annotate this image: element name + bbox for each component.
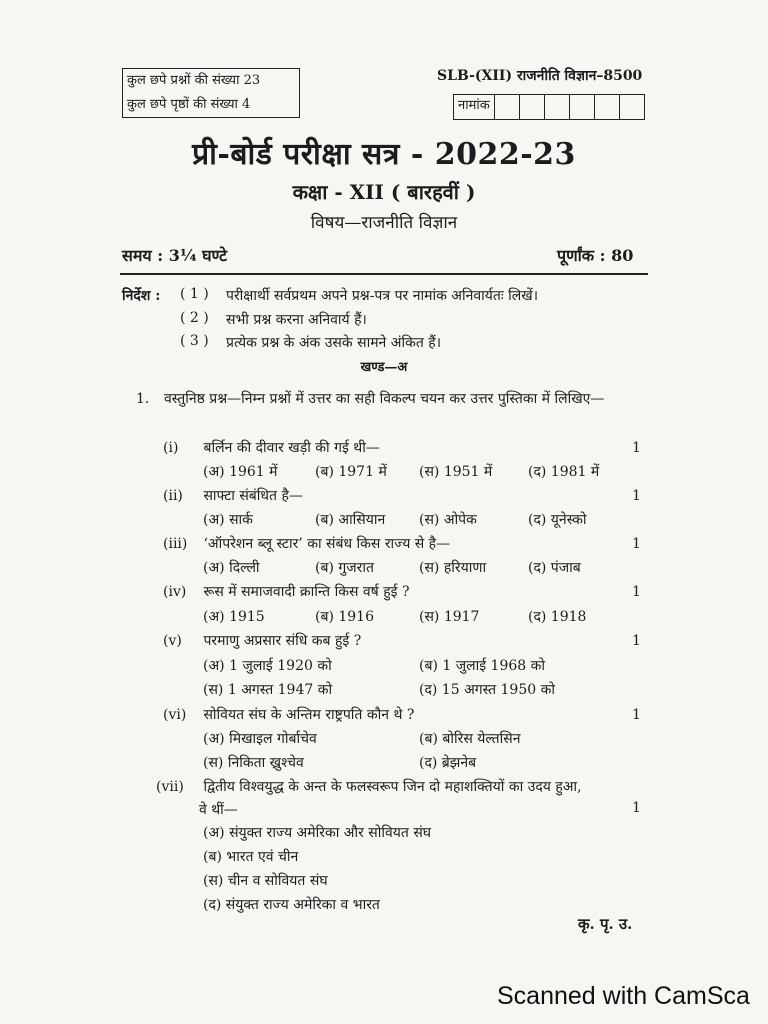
subquestion-number: (vii) [156, 779, 184, 795]
subquestion-number: (i) [163, 440, 179, 456]
option: (ब) गुजरात [315, 560, 374, 576]
total-questions-text: कुल छपे प्रश्नों की संख्या 23 [127, 73, 261, 88]
option: (द) 1981 में [528, 464, 600, 480]
roll-number-cell [520, 95, 545, 119]
question-text: वस्तुनिष्ठ प्रश्न—निम्न प्रश्नों में उत्तर का सही विकल्प चयन कर उत्तर पुस्तिका में लिखिए— [164, 391, 605, 407]
roll-number-cell [545, 95, 570, 119]
option: (द) यूनेस्को [528, 512, 587, 528]
roll-number-label: नामांक [454, 95, 495, 119]
option: (ब) बोरिस येल्तसिन [419, 731, 521, 747]
subject-line: विषय—राजनीति विज्ञान [310, 213, 458, 233]
option: (अ) संयुक्त राज्य अमेरिका और सोवियत संघ [203, 825, 432, 841]
subquestion-text: साफ्टा संबंधित है— [203, 488, 303, 504]
subquestion-stem [163, 582, 409, 601]
instruction-num: ( 3 ) [180, 333, 209, 349]
subquestion-stem [156, 777, 582, 796]
roll-number-cell [570, 95, 595, 119]
question-mark: 1 [632, 488, 641, 504]
instruction-num: ( 2 ) [180, 310, 209, 326]
subquestion-text: ‘ऑपरेशन ब्लू स्टार’ का संबंध किस राज्य से है— [203, 536, 451, 552]
subquestion-text-continued: वे थीं— [199, 802, 238, 818]
question-mark: 1 [632, 440, 641, 456]
subquestion-number: (v) [163, 633, 182, 649]
question-mark: 1 [632, 707, 641, 723]
total-pages-text: कुल छपे पृष्ठों की संख्या 4 [127, 97, 251, 112]
option: (द) ब्रेझनेब [419, 755, 477, 771]
scanner-watermark: Scanned with CamSca [497, 982, 750, 1010]
option: (द) संयुक्त राज्य अमेरिका व भारत [203, 897, 380, 913]
option: (अ) 1961 में [203, 464, 278, 480]
option: (स) 1951 में [419, 464, 493, 480]
option: (ब) 1916 [315, 609, 374, 625]
roll-number-cell [595, 95, 620, 119]
option: (अ) 1915 [203, 609, 265, 625]
subquestion-stem [163, 534, 450, 553]
question-mark: 1 [632, 800, 641, 816]
paper-code: SLB-(XII) राजनीति विज्ञान–8500 [437, 68, 643, 84]
instructions-label: निर्देश : [122, 288, 161, 304]
subquestion-text: परमाणु अप्रसार संधि कब हुई ? [203, 633, 362, 649]
subquestion-text: द्वितीय विश्वयुद्ध के अन्त के फलस्वरूप जिन दो महाशक्तियों का उदय हुआ, [203, 779, 582, 795]
option: (ब) आसियान [315, 512, 386, 528]
roll-number-cell [620, 95, 644, 119]
option: (स) ओपेक [419, 512, 477, 528]
option: (ब) 1971 में [315, 464, 387, 480]
section-heading: खण्ड—अ [360, 360, 408, 375]
subquestion-stem [163, 486, 303, 505]
question-number: 1. [136, 391, 150, 407]
question-mark: 1 [632, 536, 641, 552]
option: (स) हरियाणा [419, 560, 487, 576]
subquestion-text: बर्लिन की दीवार खड़ी की गई थी— [203, 440, 380, 456]
question-mark: 1 [632, 584, 641, 600]
subquestion-text: रूस में समाजवादी क्रान्ति किस वर्ष हुई ? [203, 584, 410, 600]
subquestion-number: (iii) [163, 536, 188, 552]
question-1 [136, 387, 656, 411]
max-marks: पूर्णांक : 80 [557, 246, 634, 265]
question-mark: 1 [632, 633, 641, 649]
option: (अ) दिल्ली [203, 560, 260, 576]
instruction-text: सभी प्रश्न करना अनिवार्य हैं। [226, 312, 367, 328]
option: (ब) भारत एवं चीन [203, 849, 299, 865]
instruction-text: परीक्षार्थी सर्वप्रथम अपने प्रश्न-पत्र पर नामांक अनिवार्यतः लिखें। [226, 288, 539, 304]
subquestion-text: सोवियत संघ के अन्तिम राष्ट्रपति कौन थे ? [203, 707, 415, 723]
roll-number-box [453, 94, 645, 120]
paper-info-box [122, 68, 300, 118]
subquestion-number: (iv) [163, 584, 187, 600]
option: (अ) 1 जुलाई 1920 को [203, 658, 332, 674]
option: (ब) 1 जुलाई 1968 को [419, 658, 546, 674]
turn-over-note: कृ. पृ. उ. [578, 915, 633, 933]
instruction-num: ( 1 ) [180, 286, 209, 302]
option: (स) 1 अगस्त 1947 को [203, 682, 333, 698]
subquestion-stem [163, 705, 414, 724]
subquestion-number: (vi) [163, 707, 187, 723]
option: (द) 15 अगस्त 1950 को [419, 682, 555, 698]
instruction-text: प्रत्येक प्रश्न के अंक उसके सामने अंकित हैं। [226, 335, 442, 351]
option: (अ) सार्क [203, 512, 253, 528]
roll-number-cell [495, 95, 520, 119]
option: (स) निकिता ख्रुश्चेव [203, 755, 304, 771]
option: (द) पंजाब [528, 560, 581, 576]
option: (स) 1917 [419, 609, 480, 625]
subquestion-stem [163, 631, 361, 650]
subquestion-number: (ii) [163, 488, 183, 504]
option: (द) 1918 [528, 609, 587, 625]
subquestion-stem [163, 438, 380, 457]
header-divider [120, 273, 648, 275]
option: (स) चीन व सोवियत संघ [203, 873, 328, 889]
class-line: कक्षा - XII ( बारहवीं ) [292, 180, 476, 204]
option: (अ) मिखाइल गोर्बाचेव [203, 731, 317, 747]
exam-title: प्री-बोर्ड परीक्षा सत्र - 2022-23 [192, 137, 576, 172]
time-allowed: समय : 3¼ घण्टे [122, 246, 228, 265]
